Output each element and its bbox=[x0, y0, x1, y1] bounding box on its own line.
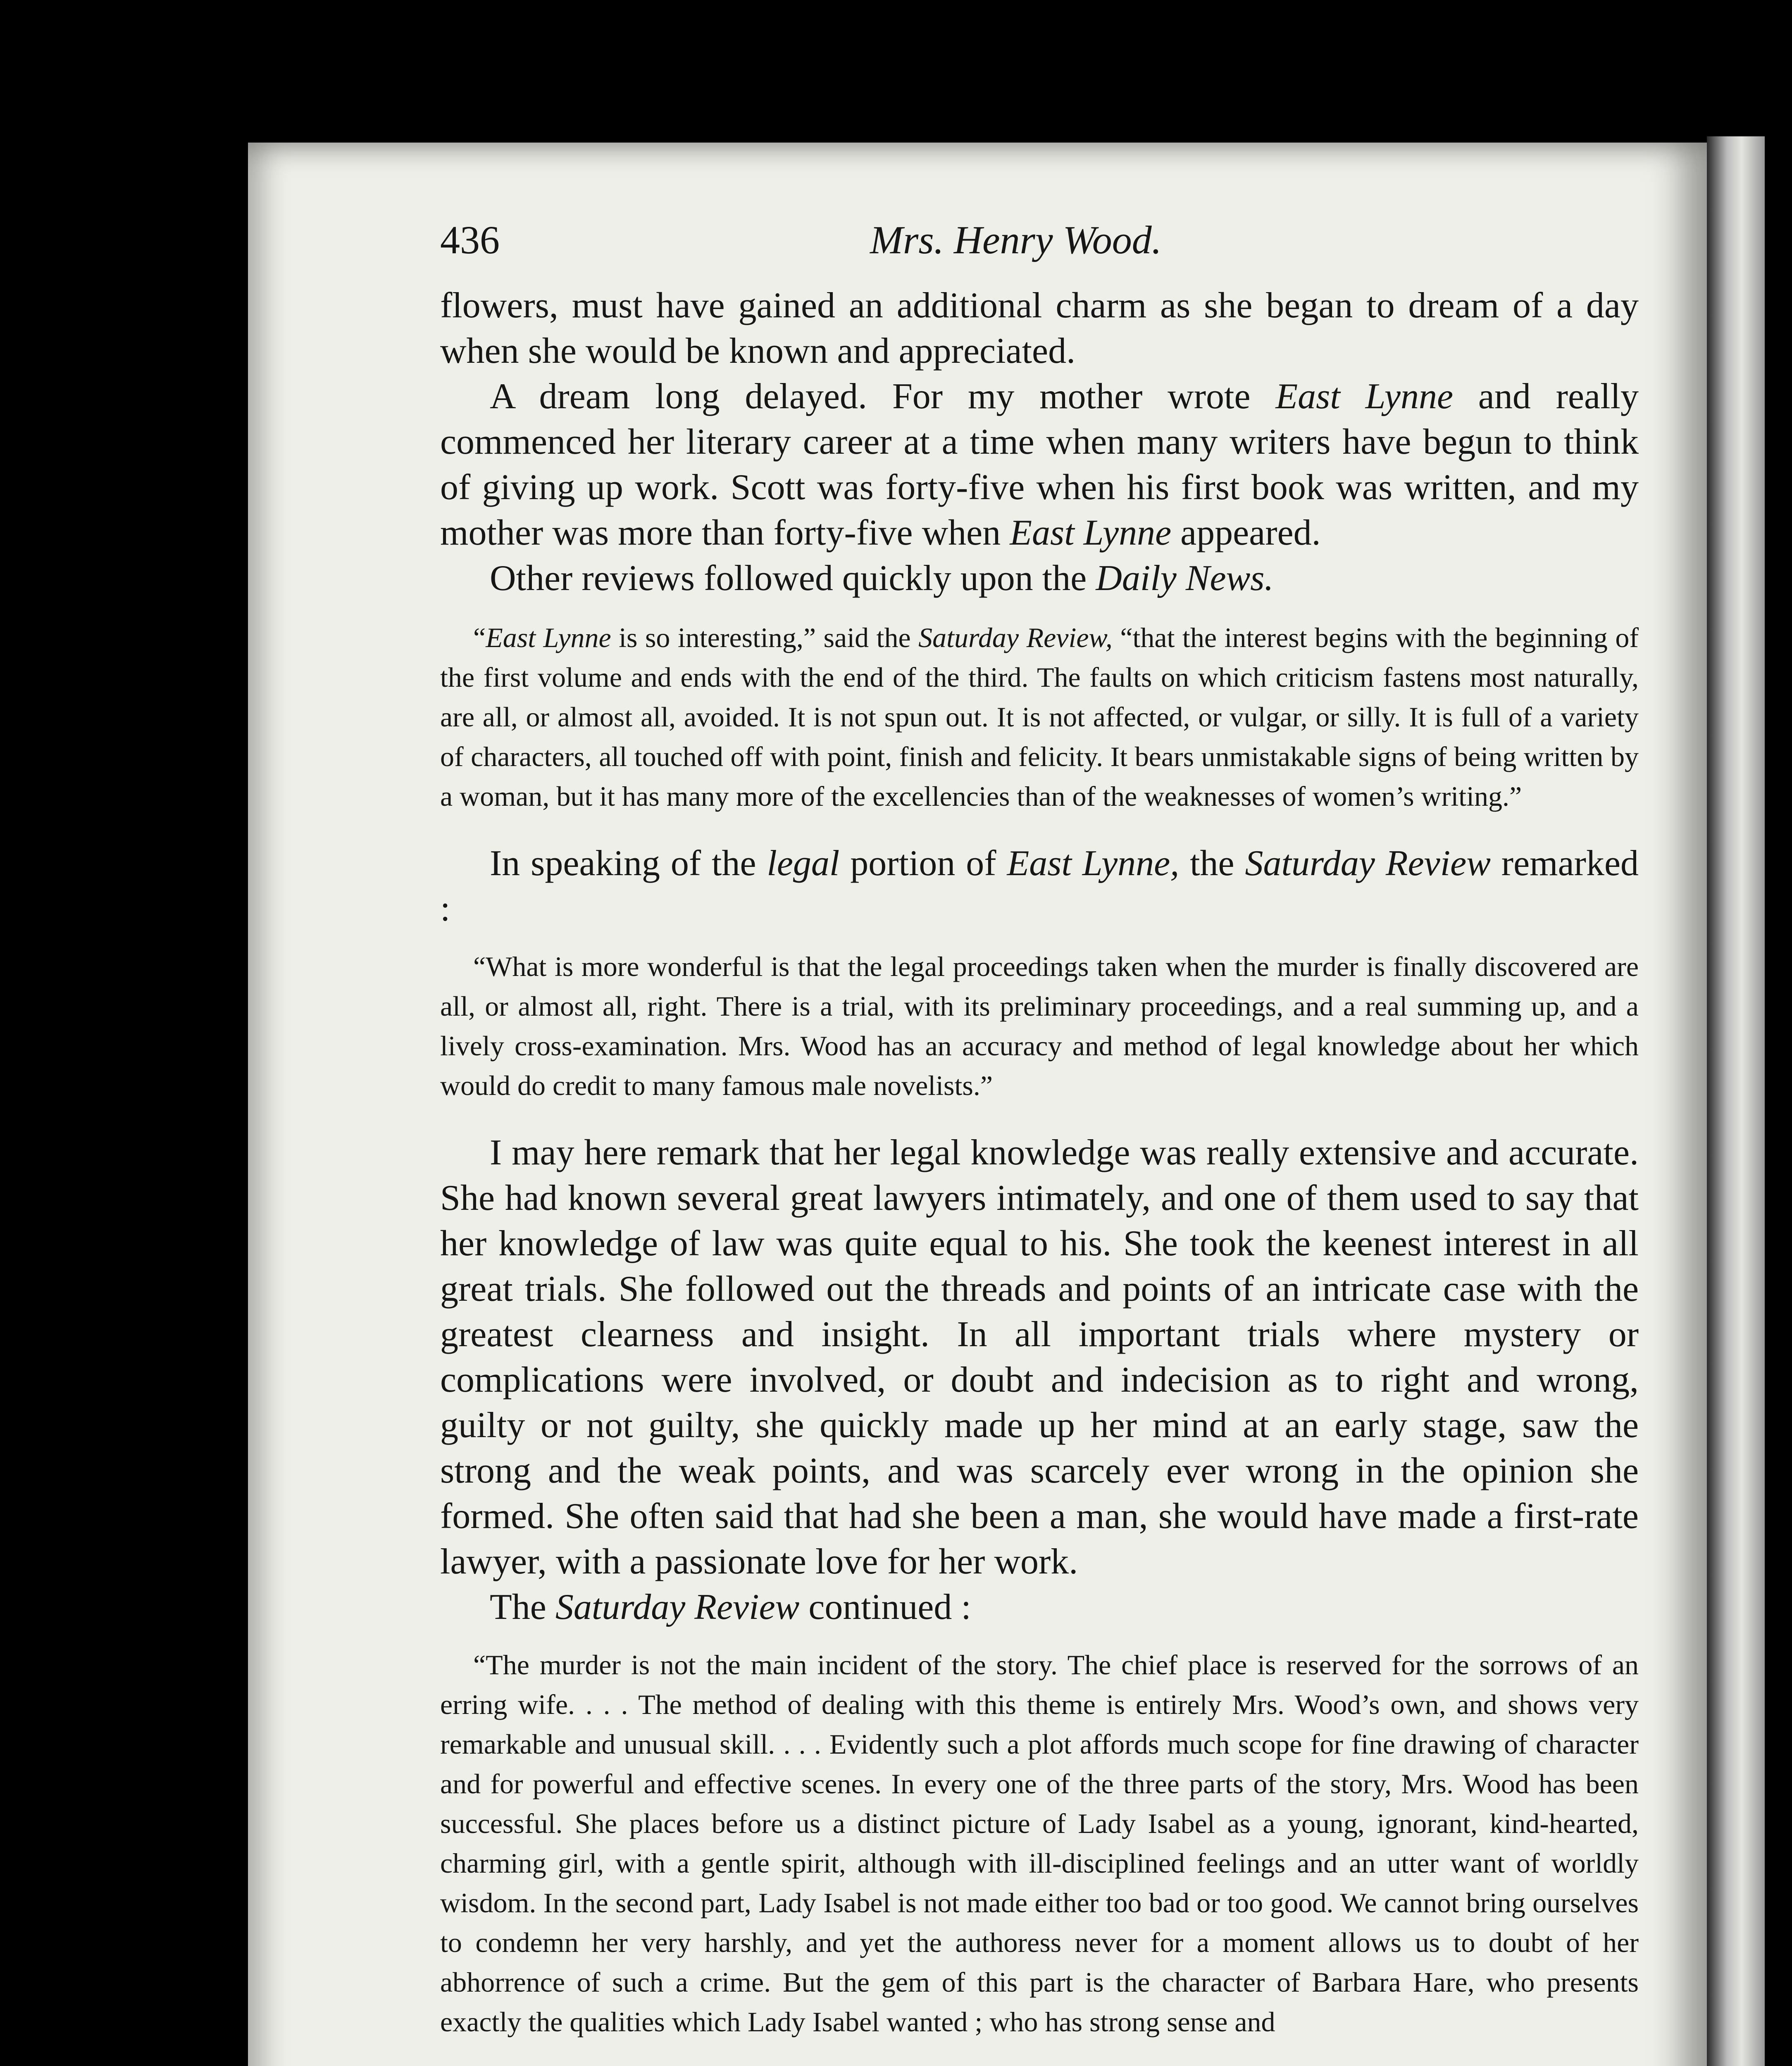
book-title-italic: East Lynne bbox=[1010, 513, 1172, 553]
quote-saturday-review-3 bbox=[440, 1645, 1639, 2042]
text-run: The bbox=[490, 1587, 555, 1627]
paragraph-review-continued bbox=[440, 1585, 1639, 1630]
text-run: “that the interest begins with the beginning of the first volume and ends with the end of the third. The faults on which criticism fastens most naturally, are all, or almost all, avoided. It is not spun out. It is not affected, or vulgar, or silly. It is full of a variety of characters, all touched off with point, finish and felicity. It bears unmistakable signs of being written by a woman, but it has many more of the excellencies than of the weaknesses of women’s writing.” bbox=[440, 622, 1639, 812]
paragraph-continuation bbox=[440, 283, 1639, 374]
text-run: In speaking of the bbox=[490, 843, 767, 883]
text-run: remarked : bbox=[440, 843, 1639, 929]
adjacent-page-edge bbox=[1707, 136, 1765, 2066]
book-title-italic: East Lynne bbox=[1275, 376, 1454, 417]
quote-saturday-review-2 bbox=[440, 947, 1639, 1105]
publication-italic: Saturday Review bbox=[1245, 843, 1491, 883]
text-run: is so interesting,” said the bbox=[611, 622, 919, 653]
quote-text: “The murder is not the main incident of the story. The chief place is reserved for the sorrows of an erring wife. . . . The method of dealing with this theme is entirely Mrs. Wood’s own, and shows very remarkable and unusual skill. . . . Evidently such a plot affords much scope for fine drawing of character and for powerful and effective scenes. In every one of the three parts of the story, Mrs. Wood has been successful. She places before us a distinct picture of Lady Isabel as a young, ignorant, kind-hearted, charming girl, with a gentle spirit, although with ill-disciplined feelings and an utter want of worldly wisdom. In the second part, Lady Isabel is not made either too bad or too good. We cannot bring ourselves to condemn her very harshly, and yet the authoress never for a moment allows us to doubt of her abhorrence of such a crime. But the gem of this part is the character of Barbara Hare, who presents exactly the qualities which Lady Isabel wanted ; who has strong sense and bbox=[440, 1649, 1639, 2037]
publication-italic: Daily News. bbox=[1096, 558, 1274, 598]
text-run: Other reviews followed quickly upon the bbox=[490, 558, 1096, 598]
page-number: 436 bbox=[440, 218, 500, 262]
paragraph-legal-knowledge bbox=[440, 1130, 1639, 1585]
text-run: appeared. bbox=[1171, 513, 1321, 553]
book-title-italic: East Lynne, bbox=[1007, 843, 1180, 883]
publication-italic: Saturday Review, bbox=[918, 622, 1113, 653]
text-run: A dream long delayed. For my mother wrote bbox=[490, 376, 1276, 417]
quote-saturday-review-1 bbox=[440, 618, 1639, 816]
paragraph-other-reviews bbox=[440, 556, 1639, 601]
paragraph-text: flowers, must have gained an additional charm as she began to dream of a day when she would be known and appreciated. bbox=[440, 286, 1639, 371]
book-title-italic: East Lynne bbox=[486, 622, 611, 653]
paragraph-legal-portion bbox=[440, 841, 1639, 932]
open-quote: “ bbox=[473, 622, 486, 653]
emphasis-italic: legal bbox=[767, 843, 840, 883]
running-title: Mrs. Henry Wood. bbox=[870, 218, 1162, 262]
text-run: the bbox=[1179, 843, 1245, 883]
text-run: continued : bbox=[799, 1587, 971, 1627]
text-run: and really commenced her literary career at a time when many writers have begun to think of giving up work. Scott was forty-five when his first book was written, and my mother was more than forty-five when bbox=[440, 376, 1639, 553]
paragraph-text: I may here remark that her legal knowledge was really extensive and accurate. She had known several great lawyers intimately, and one of them used to say that her knowledge of law was quite equal to his. She took the keenest interest in all great trials. She followed out the threads and points of an intricate case with the greatest clearness and insight. In all important trials where mystery or complications were involved, or doubt and indecision as to right and wrong, guilty or not guilty, she quickly made up her mind at an early stage, saw the strong and the weak points, and was scarcely ever wrong in the opinion she formed. She often said that had she been a man, she would have made a first-rate lawyer, with a passionate love for her work. bbox=[440, 1133, 1639, 1582]
page-text-block bbox=[440, 217, 1639, 2066]
publication-italic: Saturday Review bbox=[555, 1587, 800, 1627]
quote-text: “What is more wonderful is that the legal proceedings taken when the murder is finally discovered are all, or almost all, right. There is a trial, with its preliminary proceedings, and a real summing up, and a lively cross-examination. Mrs. Wood has an accuracy and method of legal knowledge about her which would do credit to many famous male novelists.” bbox=[440, 951, 1639, 1101]
text-run: portion of bbox=[839, 843, 1007, 883]
paragraph-dream-delayed bbox=[440, 374, 1639, 556]
book-page bbox=[248, 143, 1707, 2066]
running-head bbox=[440, 217, 1639, 283]
